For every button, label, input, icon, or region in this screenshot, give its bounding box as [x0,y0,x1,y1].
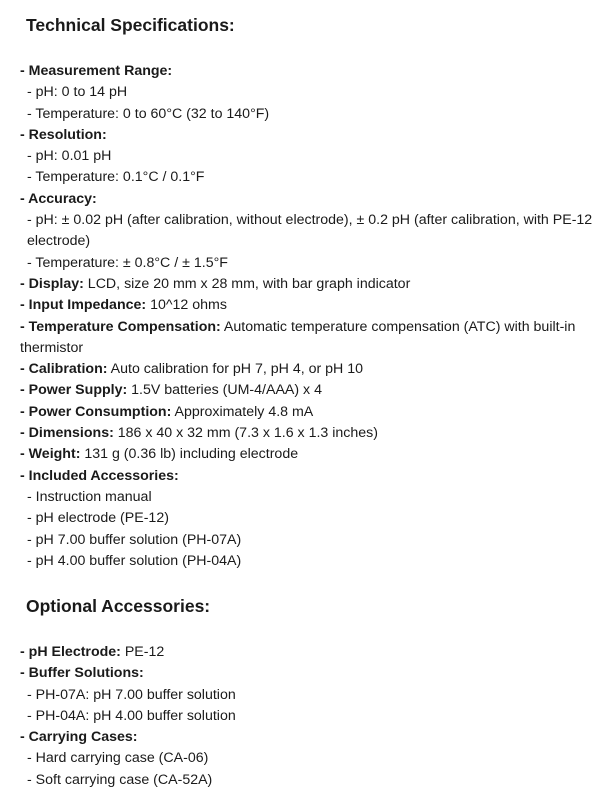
spec-value: - pH: ± 0.02 pH (after calibration, without electrode), ± 0.2 pH (after calibration, with PE-12 electrode) [27,212,593,250]
spec-label: - Carrying Cases: [20,729,138,746]
spec-value: - Instruction manual [27,488,152,505]
spec-value: 186 x 40 x 32 mm (7.3 x 1.6 x 1.3 inches) [113,425,378,442]
spec-value: Approximately 4.8 mA [171,403,314,420]
optional-accessories-heading: Optional Accessories: [26,596,211,616]
spec-value: - Temperature: 0 to 60°C (32 to 140°F) [27,105,270,122]
spec-label: - Buffer Solutions: [20,665,144,682]
spec-item [20,444,608,465]
spec-item [20,727,608,748]
spec-label: - Included Accessories: [20,467,179,484]
spec-sub-item [20,551,608,572]
spec-label: - Power Consumption: [20,403,172,420]
spec-value: - pH 7.00 buffer solution (PH-07A) [27,531,242,548]
spec-item [20,189,608,210]
spec-sub-item [20,487,608,508]
spec-item [20,359,608,380]
spec-sub-item [20,104,608,125]
spec-sub-item [20,748,608,769]
spec-value: - PH-04A: pH 4.00 buffer solution [27,707,236,724]
technical-specifications-list [20,61,608,572]
spec-item [20,61,608,82]
spec-item [20,317,608,360]
spec-label: - Temperature Compensation: [20,318,221,335]
spec-label: - Measurement Range: [20,63,173,79]
spec-value: - pH: 0.01 pH [27,148,112,165]
spec-item [20,125,608,146]
spec-sub-item [20,508,608,529]
spec-label: - Power Supply: [20,382,128,399]
spec-sub-item [20,253,608,274]
spec-sub-item [20,82,608,103]
spec-value: Auto calibration for pH 7, pH 4, or pH 10 [107,361,364,378]
spec-sub-item [20,146,608,167]
spec-sub-item [20,210,608,253]
spec-value: 131 g (0.36 lb) including electrode [80,446,299,463]
spec-item [20,423,608,444]
spec-item [20,663,608,684]
spec-value: 10^12 ohms [146,297,227,314]
spec-label: - Resolution: [20,126,107,143]
spec-item [20,274,608,295]
spec-label: - Accuracy: [20,190,97,207]
spec-value: - Soft carrying case (CA-52A) [27,771,213,788]
technical-specifications-heading: Technical Specifications: [26,15,235,35]
spec-sub-item [20,770,608,791]
spec-value: - Hard carrying case (CA-06) [27,750,209,767]
spec-value: PE-12 [120,644,165,660]
spec-sub-item [20,167,608,188]
spec-value: - PH-07A: pH 7.00 buffer solution [27,686,236,703]
spec-sub-item [20,706,608,727]
spec-label: - Input Impedance: [20,297,147,314]
spec-value: - pH electrode (PE-12) [27,510,169,527]
spec-value: 1.5V batteries (UM-4/AAA) x 4 [127,382,322,399]
spec-item [20,402,608,423]
spec-item [20,380,608,401]
spec-item [20,642,608,663]
spec-value: - pH 4.00 buffer solution (PH-04A) [27,552,242,569]
optional-accessories-list [20,642,608,791]
spec-sub-item [20,685,608,706]
spec-label: - Weight: [20,446,81,463]
spec-label: - Calibration: [20,361,108,378]
spec-label: - Dimensions: [20,425,114,442]
spec-item [20,466,608,487]
spec-value: LCD, size 20 mm x 28 mm, with bar graph indicator [83,275,411,292]
spec-value: Automatic temperature compensation (ATC) with built-in thermistor [20,318,576,356]
spec-label: - Display: [20,275,84,292]
spec-value: - Temperature: 0.1°C / 0.1°F [27,169,205,186]
spec-value: - Temperature: ± 0.8°C / ± 1.5°F [27,254,228,271]
spec-value: - pH: 0 to 14 pH [27,84,128,101]
spec-label: - pH Electrode: [20,644,121,660]
spec-sub-item [20,530,608,551]
spec-item [20,295,608,316]
